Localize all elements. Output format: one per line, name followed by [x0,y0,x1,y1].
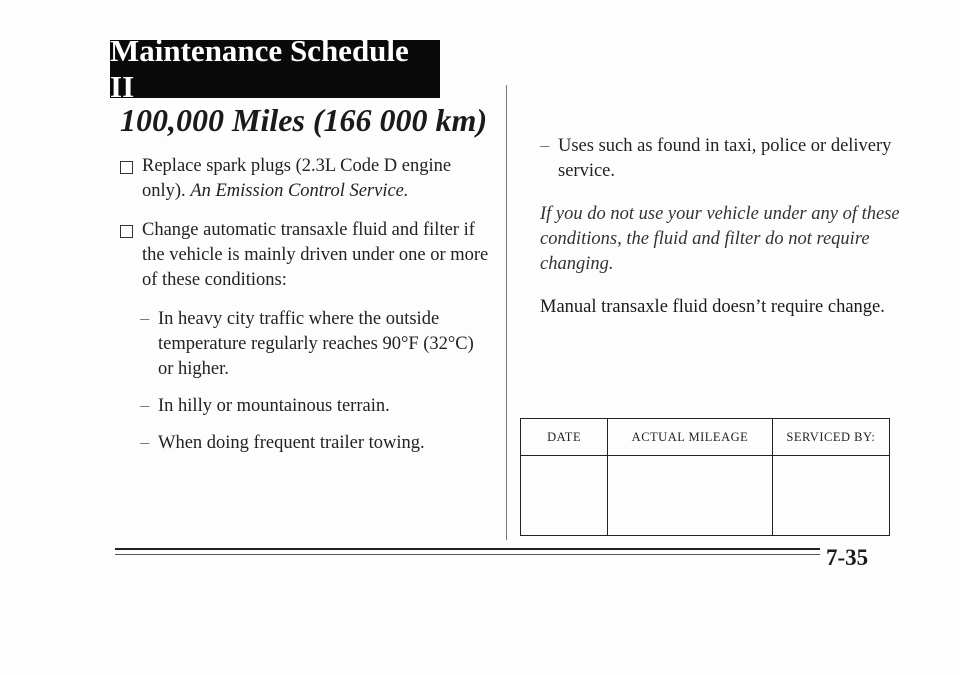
condition-item [140,431,490,456]
footer-rule [115,548,820,550]
condition-item [140,307,490,382]
condition-text: When doing frequent trailer towing. [158,433,425,453]
dash-bullet-icon: – [140,309,150,329]
dash-bullet-icon: – [140,433,150,453]
section-title: Maintenance Schedule II [110,40,440,98]
column-header-mileage: ACTUAL MILEAGE [608,419,772,456]
page-number: 7-35 [826,545,869,570]
checklist-item-spark-plugs [120,154,490,204]
column-divider [506,85,507,540]
service-record-table [520,418,890,536]
emission-service-note: An Emission Control Service. [190,181,409,201]
footer-rule-thin [115,554,820,555]
mileage-heading: 100,000 Miles (166 000 km) [120,102,488,138]
dash-bullet-icon: – [540,136,550,156]
condition-item [140,394,490,419]
serviced-by-cell[interactable] [772,456,889,536]
transaxle-text: Change automatic transaxle fluid and filter if the vehicle is mainly driven under one or more of these conditions: [142,220,489,290]
right-column [540,134,900,338]
condition-text: Uses such as found in taxi, police or delivery service. [558,136,892,181]
column-header-serviced-by: SERVICED BY: [772,419,889,456]
no-change-note: If you do not use your vehicle under any of these conditions, the fluid and filter do not require changing. [540,204,900,274]
dash-bullet-icon: – [140,396,150,416]
left-column [120,100,490,468]
checkbox-icon[interactable] [120,161,133,174]
checklist-item-transaxle [120,218,490,293]
condition-text: In heavy city traffic where the outside temperature regularly reaches 90°F (32°C) or higher. [158,309,474,379]
mileage-cell[interactable] [608,456,772,536]
spark-plugs-text: Replace spark plugs (2.3L Code D engine only). [142,156,452,201]
date-cell[interactable] [521,456,608,536]
condition-text: In hilly or mountainous terrain. [158,396,390,416]
checkbox-icon[interactable] [120,225,133,238]
manual-transaxle-note: Manual transaxle fluid doesn’t require change. [540,297,885,317]
column-header-date: DATE [521,419,608,456]
condition-item [540,134,900,184]
